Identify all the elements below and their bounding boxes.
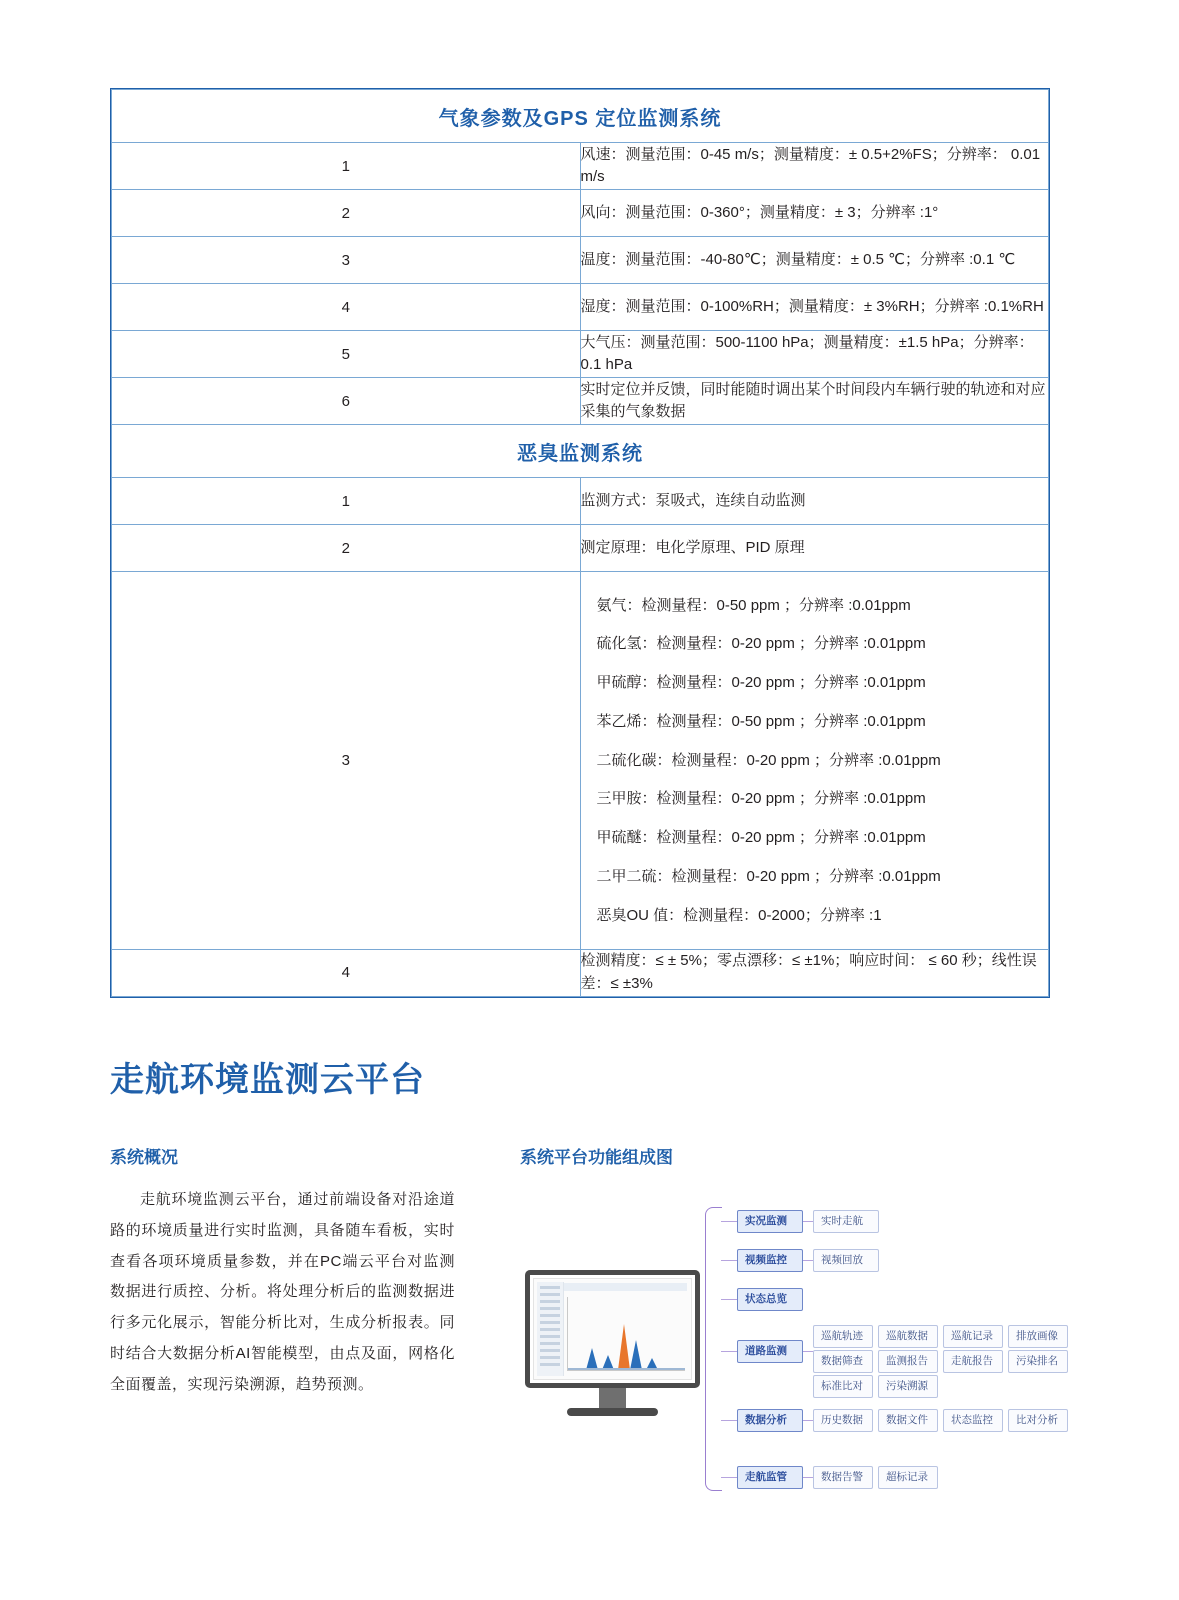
table-row xyxy=(112,525,1049,572)
diagram-node-cruise-record[interactable]: 巡航记录 xyxy=(943,1325,1003,1348)
diagram-node-emission-profile[interactable]: 排放画像 xyxy=(1008,1325,1068,1348)
row-text-group xyxy=(580,572,1049,950)
diagram-node-exceedance-record[interactable]: 超标记录 xyxy=(878,1466,938,1489)
diagram-node-data-screening[interactable]: 数据筛查 xyxy=(813,1350,873,1373)
row-number: 4 xyxy=(112,949,581,996)
diagram-node-history-data[interactable]: 历史数据 xyxy=(813,1409,873,1432)
diagram-brace xyxy=(705,1207,722,1491)
table-row xyxy=(112,190,1049,237)
monitor-illustration xyxy=(525,1270,700,1430)
diagram-node-standard-comparison[interactable]: 标准比对 xyxy=(813,1375,873,1398)
monitor-screen xyxy=(525,1270,700,1388)
diagram-node-status-monitor[interactable]: 状态监控 xyxy=(943,1409,1003,1432)
gas-spec-item: 氨气：检测量程：0-50 ppm ；分辨率 :0.01ppm xyxy=(596,596,911,614)
page-title: 走航环境监测云平台 xyxy=(110,1061,425,1099)
row-text: 大气压：测量范围：500-1100 hPa；测量精度：±1.5 hPa；分辨率：0.1 hPa xyxy=(580,331,1049,378)
row-number: 5 xyxy=(112,331,581,378)
section-heading-weather: 气象参数及GPS 定位监测系统 xyxy=(112,90,1049,143)
diagram-heading: 系统平台功能组成图 xyxy=(520,1148,673,1167)
diagram-node-video-monitoring[interactable]: 视频监控 xyxy=(737,1249,803,1272)
row-text: 湿度：测量范围：0-100%RH；测量精度：± 3%RH；分辨率 :0.1%RH xyxy=(580,284,1049,331)
table-row xyxy=(112,949,1049,996)
table-row xyxy=(112,378,1049,425)
monitor-neck xyxy=(599,1388,626,1410)
row-number: 1 xyxy=(112,478,581,525)
row-number: 3 xyxy=(112,572,581,950)
diagram-node-monitoring-report[interactable]: 监测报告 xyxy=(878,1350,938,1373)
table-row xyxy=(112,143,1049,190)
table-row xyxy=(112,237,1049,284)
section-heading-row xyxy=(112,90,1049,143)
gas-spec-item: 二硫化碳：检测量程：0-20 ppm ；分辨率 :0.01ppm xyxy=(596,751,941,769)
gas-spec-item: 硫化氢：检测量程：0-20 ppm ；分辨率 :0.01ppm xyxy=(596,635,926,653)
table-row xyxy=(112,284,1049,331)
row-text: 风速：测量范围：0-45 m/s；测量精度：± 0.5+2%FS；分辨率： 0.01 m/s xyxy=(580,143,1049,190)
gas-spec-item: 三甲胺：检测量程：0-20 ppm ；分辨率 :0.01ppm xyxy=(596,790,926,808)
diagram-node-data-alert[interactable]: 数据告警 xyxy=(813,1466,873,1489)
screen-content xyxy=(533,1278,692,1380)
screen-sidebar xyxy=(537,1282,564,1376)
section-heading-odor: 恶臭监测系统 xyxy=(112,425,1049,478)
row-text: 检测精度：≤ ± 5%；零点漂移：≤ ±1%；响应时间： ≤ 60 秒；线性误差：≤ ±3% xyxy=(580,949,1049,996)
table-row-multi xyxy=(112,572,1049,950)
diagram-node-pollution-ranking[interactable]: 污染排名 xyxy=(1008,1350,1068,1373)
platform-function-diagram xyxy=(500,1185,1100,1525)
diagram-node-cruise-supervision[interactable]: 走航监管 xyxy=(737,1466,803,1489)
diagram-node-comparison-analysis[interactable]: 比对分析 xyxy=(1008,1409,1068,1432)
gas-spec-item: 恶臭OU 值：检测量程：0-2000；分辨率 :1 xyxy=(596,906,882,924)
monitor-stand xyxy=(567,1408,658,1416)
screen-topbar xyxy=(564,1283,687,1291)
diagram-node-realtime-cruise[interactable]: 实时走航 xyxy=(813,1210,879,1233)
gas-spec-item: 甲硫醇：检测量程：0-20 ppm ；分辨率 :0.01ppm xyxy=(596,674,926,691)
table-row xyxy=(112,331,1049,378)
screen-chart xyxy=(567,1297,685,1371)
row-number: 4 xyxy=(112,284,581,331)
row-text: 测定原理：电化学原理、PID 原理 xyxy=(580,525,1049,572)
row-number: 3 xyxy=(112,237,581,284)
row-text: 温度：测量范围：-40-80℃；测量精度：± 0.5 ℃；分辨率 :0.1 ℃ xyxy=(580,237,1049,284)
overview-heading: 系统概况 xyxy=(110,1148,178,1167)
diagram-node-pollution-tracing[interactable]: 污染溯源 xyxy=(878,1375,938,1398)
gas-spec-item: 甲硫醚：检测量程：0-20 ppm ；分辨率 :0.01ppm xyxy=(596,829,926,846)
diagram-node-data-files[interactable]: 数据文件 xyxy=(878,1409,938,1432)
diagram-node-live-monitoring[interactable]: 实况监测 xyxy=(737,1210,803,1233)
gas-spec-item: 二甲二硫：检测量程：0-20 ppm ；分辨率 :0.01ppm xyxy=(596,867,941,885)
diagram-node-cruise-report[interactable]: 走航报告 xyxy=(943,1350,1003,1373)
row-number: 1 xyxy=(112,143,581,190)
diagram-node-status-overview[interactable]: 状态总览 xyxy=(737,1288,803,1311)
row-number: 2 xyxy=(112,190,581,237)
gas-spec-item: 苯乙烯：检测量程：0-50 ppm ；分辨率 :0.01ppm xyxy=(596,712,926,730)
diagram-node-cruise-data[interactable]: 巡航数据 xyxy=(878,1325,938,1348)
overview-paragraph: 走航环境监测云平台，通过前端设备对沿途道路的环境质量进行实时监测，具备随车看板，实时查看各项环境质量参数，并在PC端云平台对监测数据进行质控、分析。将处理分析后的监测数据进行多元化展示，智能分析比对，生成分析报表。同时结合大数据分析AI智能模型，由点及面，网格化全面覆盖，实现污染溯源，趋势预测。 xyxy=(110,1191,455,1393)
row-text: 实时定位并反馈，同时能随时调出某个时间段内车辆行驶的轨迹和对应采集的气象数据 xyxy=(580,378,1049,425)
table-row xyxy=(112,478,1049,525)
diagram-node-video-playback[interactable]: 视频回放 xyxy=(813,1249,879,1272)
row-text: 监测方式：泵吸式，连续自动监测 xyxy=(580,478,1049,525)
section-heading-row xyxy=(112,425,1049,478)
spec-table xyxy=(110,88,1050,998)
row-number: 6 xyxy=(112,378,581,425)
diagram-node-data-analysis[interactable]: 数据分析 xyxy=(737,1409,803,1432)
row-number: 2 xyxy=(112,525,581,572)
diagram-node-road-monitoring[interactable]: 道路监测 xyxy=(737,1340,803,1363)
row-text: 风向：测量范围：0-360°；测量精度：± 3；分辨率 :1° xyxy=(580,190,1049,237)
diagram-node-cruise-track[interactable]: 巡航轨迹 xyxy=(813,1325,873,1348)
